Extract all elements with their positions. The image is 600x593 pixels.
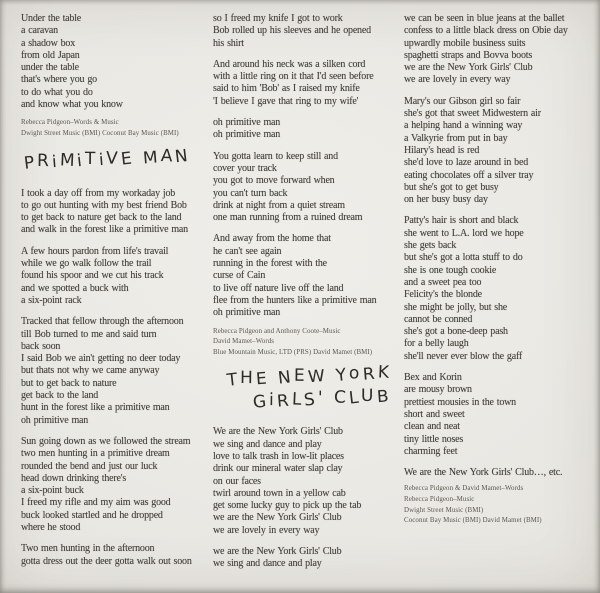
new-york-girls-club-stanza (404, 215, 596, 363)
lyric-line: upwardly mobile business suits (404, 37, 526, 49)
primitive-man-stanza (213, 13, 407, 50)
lyric-line: Felicity's the blonde (404, 289, 482, 301)
lyric-line: on her busy busy day (404, 194, 488, 206)
lyric-line: rounded the bend and just our luck (21, 460, 158, 472)
lyric-line: we are the New York Girls' Club (213, 545, 342, 557)
lyric-line: to get back to nature get back to the land (21, 212, 182, 224)
new-york-girls-club-title-line2: GiRLS' CLUB (251, 386, 393, 414)
lyric-line: oh primitive man (213, 117, 281, 129)
lyric-line: oh primitive man (213, 307, 281, 319)
credit-line: Rebecca Pidgeon–Words & Music (21, 119, 119, 127)
lyric-line: oh primitive man (21, 414, 89, 426)
lyric-line: Hilary's head is red (404, 144, 480, 156)
lyric-line: spaghetti straps and Bovva boots (404, 49, 533, 61)
lyric-line: We are the New York Girls' Club (213, 426, 343, 438)
primitive-man-stanza (213, 151, 407, 225)
lyric-line: one man running from a ruined dream (213, 212, 363, 224)
credit-line: Coconut Bay Music (BMI) David Mamet (BMI) (404, 517, 542, 525)
lyric-line: love to talk trash in low-lit places (213, 450, 344, 462)
lyric-line: A few hours pardon from life's travail (21, 245, 169, 257)
lyric-line: till Bob turned to me and said turn (21, 328, 157, 340)
under-the-table-stanza (21, 13, 207, 111)
credit-line: Dwight Street Music (BMI) (404, 506, 484, 514)
lyric-line: Patty's hair is short and black (404, 215, 519, 227)
lyric-line: but she's got a lotta stuff to do (404, 252, 523, 264)
lyric-line: prettiest mousies in the town (404, 396, 516, 408)
lyric-line: for a belly laugh (404, 338, 469, 350)
lyric-line: get some lucky guy to pick up the tab (213, 500, 362, 512)
lyric-line: I said Bob we ain't getting no deer today (21, 353, 181, 365)
lyric-line: Sun going down as we followed the stream (21, 435, 191, 447)
lyric-line: charming feet (404, 445, 458, 457)
primitive-man-stanza (213, 117, 407, 142)
new-york-girls-club-stanza (404, 372, 596, 458)
lyric-line: she's got a bone-deep pash (404, 326, 508, 338)
lyric-line: to live off nature live off the land (213, 282, 344, 294)
lyric-line: flee from the hunters like a primitive man (213, 294, 377, 306)
lyric-line: running in the forest with the (213, 258, 327, 270)
lyric-line: I took a day off from my workaday job (21, 187, 176, 199)
primitive-man-credits (213, 327, 407, 359)
credit-line: Dwight Street Music (BMI) Coconut Bay Music (BMI) (21, 129, 179, 137)
new-york-girls-club-stanza (213, 546, 407, 571)
lyric-line: and know what you know (21, 99, 123, 111)
primitive-man-stanza (21, 246, 207, 307)
lyric-line: eating chocolates off a silver tray (404, 169, 534, 181)
lyric-line: twirl around town in a yellow cab (213, 487, 346, 499)
credit-line: Blue Mountain Music, LTD (PRS) David Mamet (BMI) (213, 348, 373, 356)
lyric-line: confess to a little black dress on Obie day (404, 25, 568, 37)
lyric-line: short and sweet (404, 408, 465, 420)
new-york-girls-club-stanza (404, 96, 596, 207)
new-york-girls-club-title-line1: THE NEW YoRK (225, 362, 393, 392)
lyric-line: with a little ring on it that I'd seen before (213, 71, 374, 83)
lyrics-column-2 (213, 13, 407, 580)
lyric-line: she'd love to laze around in bed (404, 157, 529, 169)
lyric-line: to do what you do (21, 86, 93, 98)
lyric-line: his shirt (213, 37, 244, 49)
lyric-line: she is one tough cookie (404, 264, 497, 276)
lyric-line: Tracked that fellow through the afternoon (21, 316, 184, 328)
lyric-line: a six-point rack (21, 294, 82, 306)
lyric-line: Bex and Korin (404, 372, 462, 384)
lyric-line: from old Japan (21, 49, 80, 61)
new-york-girls-club-stanza (213, 426, 407, 537)
lyric-line: while we go walk follow the trail (21, 258, 152, 270)
lyric-line: a helping hand a winning way (404, 120, 523, 132)
lyric-line: and a sweet pea too (404, 276, 482, 288)
lyric-line: and walk in the forest like a primitive man (21, 224, 188, 236)
lyric-line: to go out hunting with my best friend Bob (21, 199, 187, 211)
lyric-line: head down drinking there's (21, 472, 127, 484)
lyric-line: so I freed my knife I got to work (213, 13, 343, 24)
credit-line: Rebecca Pidgeon & David Mamet–Words (404, 485, 524, 493)
lyrics-column-3 (404, 13, 596, 537)
lyric-line: where he stood (21, 521, 81, 533)
lyric-line: but to get back to nature (21, 377, 117, 389)
lyric-line: we sing and dance and play (213, 558, 322, 570)
lyric-line: Two men hunting in the afternoon (21, 543, 155, 555)
primitive-man-stanza (21, 436, 207, 534)
lyric-line: buck looked startled and he dropped (21, 509, 163, 521)
lyric-line: we can be seen in blue jeans at the ballet (404, 13, 565, 24)
lyric-line: Bob rolled up his sleeves and he opened (213, 25, 371, 37)
lyric-line: and we spotted a buck with (21, 282, 129, 294)
lyric-line: cannot be conned (404, 313, 473, 325)
lyric-line: Mary's our Gibson girl so fair (404, 95, 521, 107)
credit-line: Rebecca Pidgeon and Anthony Coote–Music (213, 327, 341, 335)
lyric-line: she'll never ever blow the gaff (404, 350, 523, 362)
lyric-line: I freed my rifle and my aim was good (21, 497, 171, 509)
lyric-line: 'I believe I gave that ring to my wife' (213, 95, 359, 107)
lyric-line: she gets back (404, 240, 457, 252)
lyric-line: hunt in the forest like a primitive man (21, 402, 170, 414)
new-york-girls-club-credits (404, 484, 596, 526)
lyric-line: And away from the home that (213, 233, 331, 245)
lyric-line: under the table (21, 62, 79, 74)
lyric-line: curse of Cain (213, 270, 266, 282)
lyric-line: she might be jolly, but she (404, 301, 507, 313)
lyric-line: drink at night from a quiet stream (213, 199, 345, 211)
lyric-line: You gotta learn to keep still and (213, 150, 338, 162)
primitive-man-stanza (21, 188, 207, 237)
lyric-line: that's where you go (21, 74, 97, 86)
lyric-line: we sing and dance and play (213, 438, 322, 450)
under-the-table-credits (21, 118, 207, 139)
lyric-line: he can't see again (213, 245, 282, 257)
lyrics-column-1 (21, 13, 207, 577)
new-york-girls-club-outro: We are the New York Girls' Club…, etc. (404, 467, 563, 479)
credit-line: Rebecca Pidgeon–Music (404, 495, 475, 503)
lyric-line: she's got that sweet Midwestern air (404, 108, 541, 120)
lyric-line: a shadow box (21, 37, 75, 49)
lyric-line: you can't turn back (213, 187, 288, 199)
lyric-line: And around his neck was a silken cord (213, 58, 366, 70)
lyric-line: but thats not why we came anyway (21, 365, 160, 377)
lyric-line: we are lovely in every way (213, 524, 320, 536)
primitive-man-stanza (213, 233, 407, 319)
lyric-line: get back to the land (21, 390, 99, 402)
lyric-line: Under the table (21, 13, 82, 24)
lyric-line: found his spoor and we cut his track (21, 270, 164, 282)
lyric-line: drink our mineral water slap clay (213, 463, 343, 475)
lyric-line: a Valkyrie from put in bay (404, 132, 508, 144)
primitive-man-stanza (213, 59, 407, 108)
lyric-line: a caravan (21, 25, 58, 37)
lyric-line: you got to move forward when (213, 175, 335, 187)
lyric-line: cover your track (213, 162, 277, 174)
lyric-line: oh primitive man (213, 129, 281, 141)
lyric-line: we are the New York Girls' Club (213, 512, 342, 524)
lyric-line: gotta dress out the deer gotta walk out soon (21, 555, 192, 567)
lyric-line: two men hunting in a primitive dream (21, 448, 170, 460)
lyric-line: on our faces (213, 475, 261, 487)
lyric-line: we are lovely in every way (404, 74, 511, 86)
lyric-line: we are the New York Girls' Club (404, 62, 533, 74)
primitive-man-stanza (21, 543, 207, 568)
lyric-line: are mousy brown (404, 384, 472, 396)
primitive-man-stanza (21, 316, 207, 427)
lyric-line: said to him 'Bob' as I raised my knife (213, 83, 360, 95)
lyric-line: back soon (21, 340, 61, 352)
lyric-line: but she's got to get busy (404, 181, 499, 193)
new-york-girls-club-stanza (404, 13, 596, 87)
lyric-line: a six-point buck (21, 485, 84, 497)
primitive-man-title: PRiMiTiVE MAN (22, 145, 193, 174)
credit-line: David Mamet–Words (213, 338, 275, 346)
lyric-line: clean and neat (404, 421, 460, 433)
lyric-line: she went to L.A. lord we hope (404, 227, 524, 239)
lyric-line: tiny little noses (404, 433, 464, 445)
